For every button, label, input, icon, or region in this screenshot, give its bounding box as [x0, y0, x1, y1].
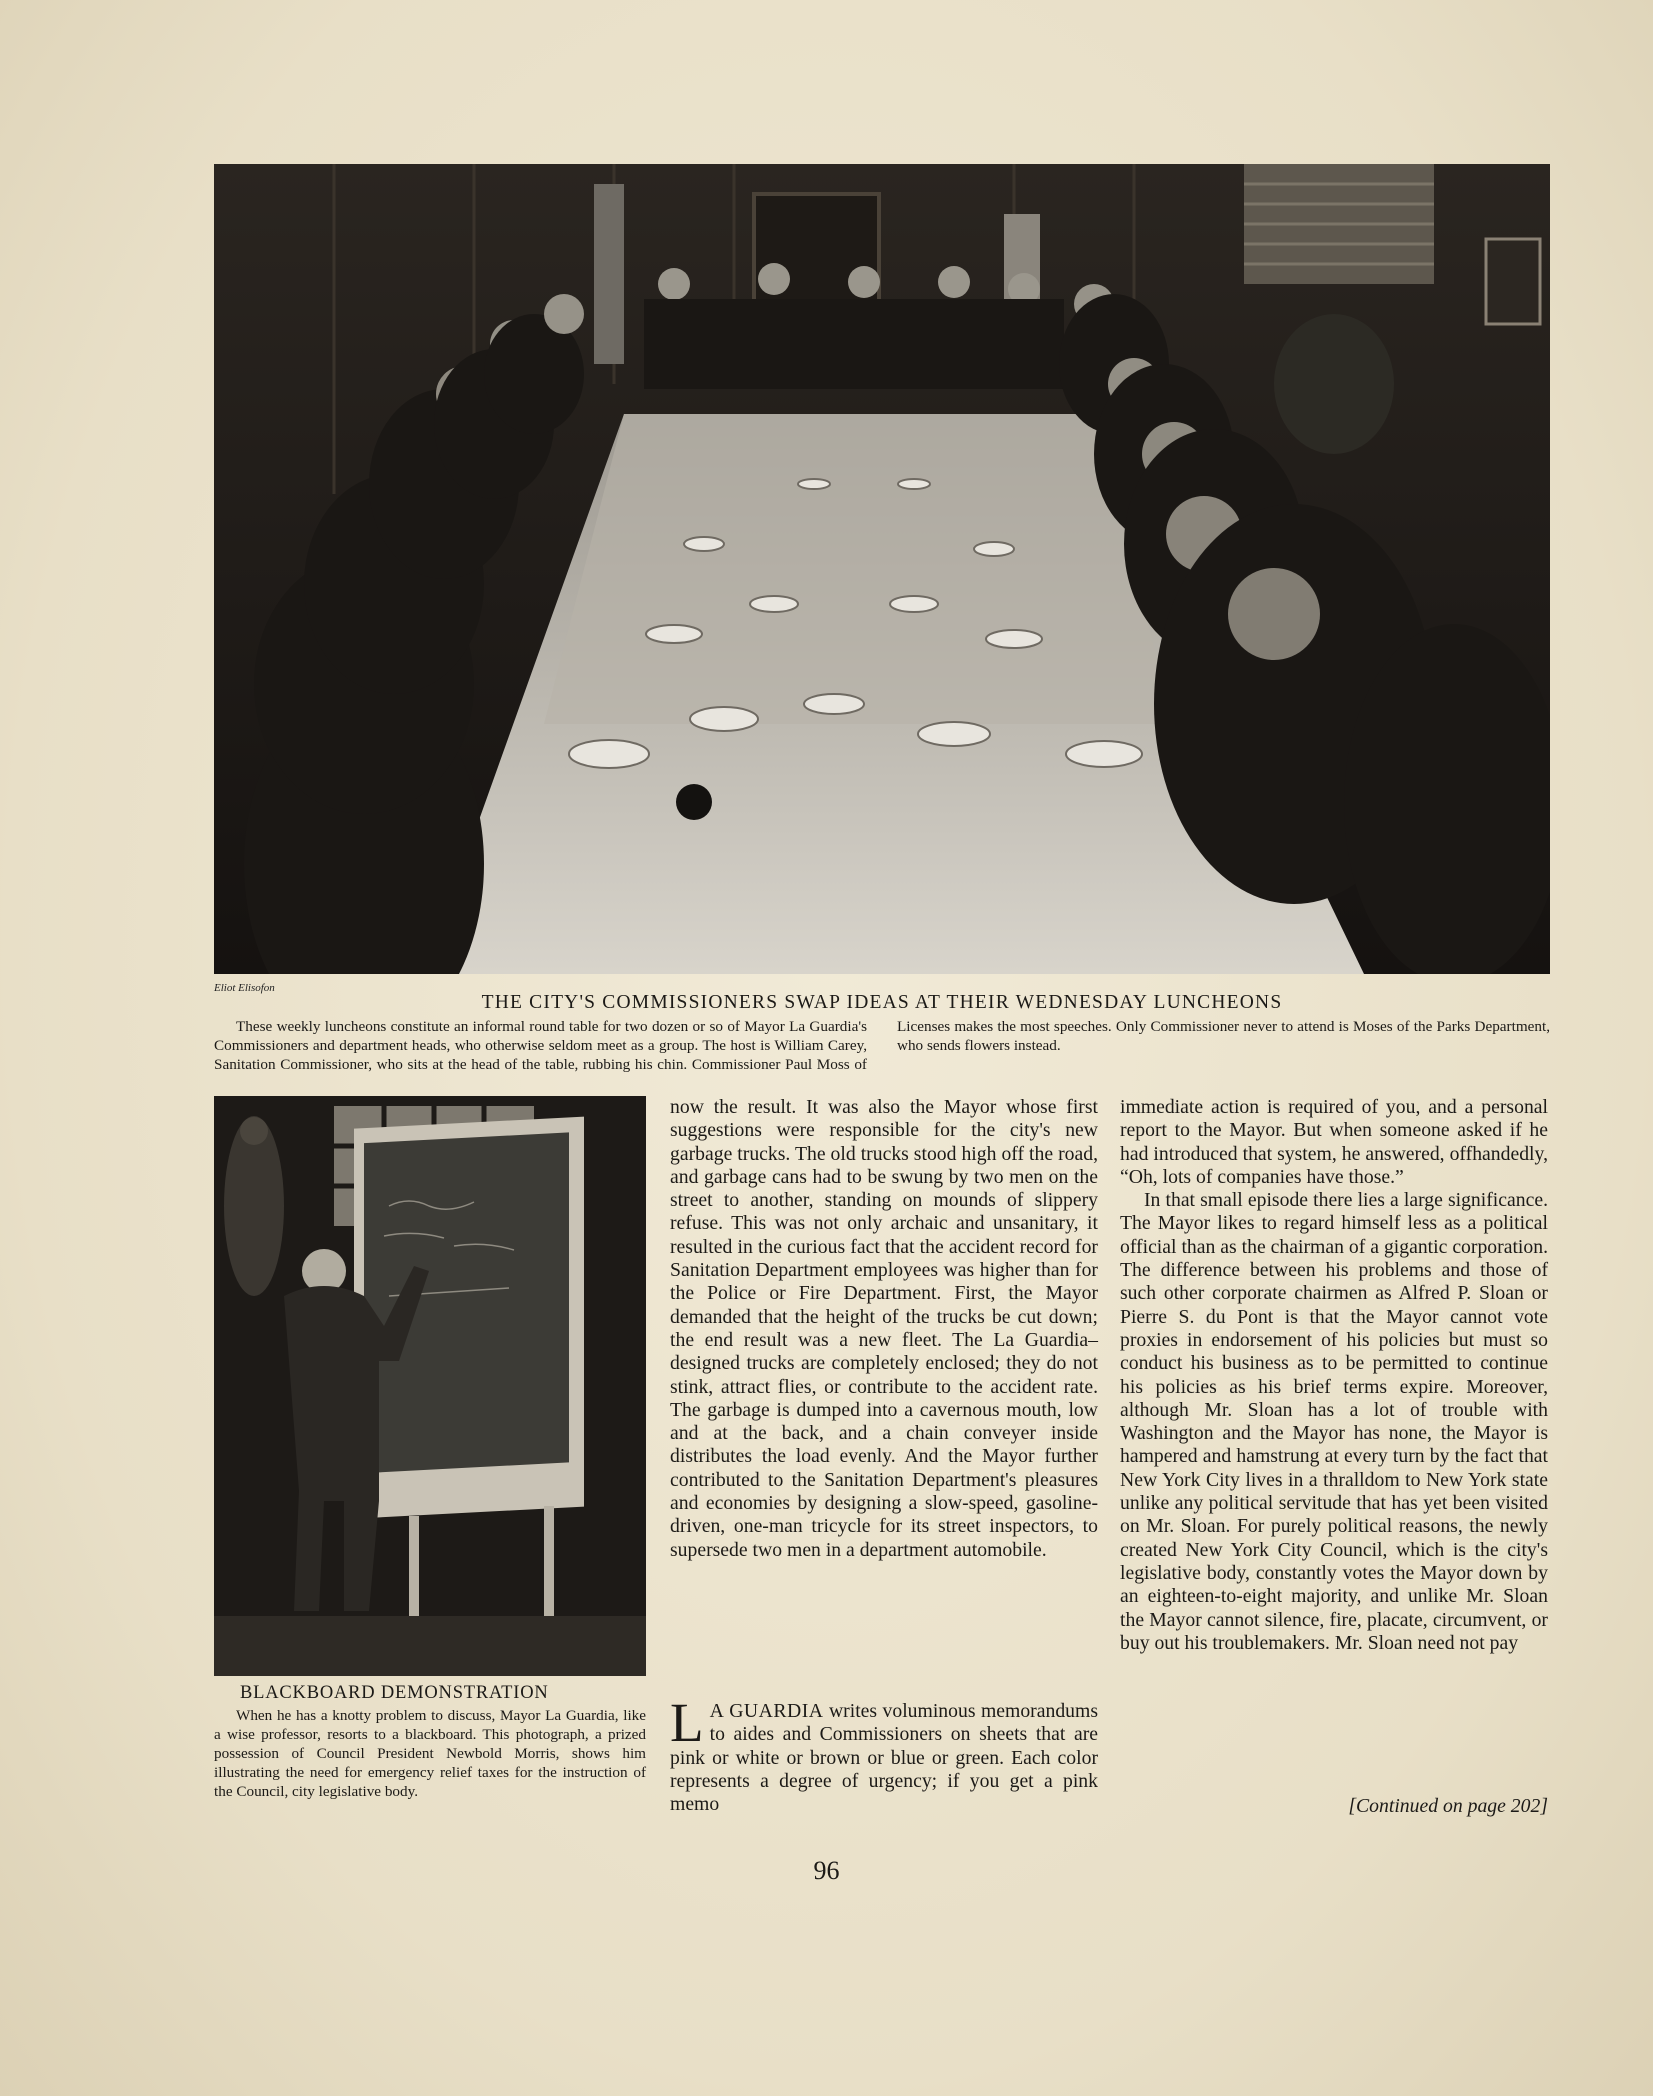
- blackboard-photo-title: BLACKBOARD DEMONSTRATION: [240, 1683, 549, 1703]
- article-column-3: [1120, 1096, 1548, 1655]
- luncheon-photo-caption: [214, 1017, 1550, 1074]
- drop-cap: L: [670, 1692, 704, 1753]
- luncheon-caption-text: These weekly luncheons constitute an informal round table for two dozen or so of Mayor La Guardia's Commissioners and department heads, who otherwise seldom meet as a group. The host is William Carey, Sanitation Commissioner, who sits at the head of the table, rubbing his chin. Commissioner Paul Moss of Licenses makes the most speeches. Only Commissioner never to attend is Moses of the Parks Department, who sends flowers instead.: [214, 1018, 1550, 1073]
- continued-notice: [Continued on page 202]: [1348, 1795, 1548, 1817]
- photo-credit: Eliot Elisofon: [214, 982, 275, 994]
- blackboard-photo: [214, 1096, 646, 1676]
- luncheon-photo: [214, 164, 1550, 974]
- article-paragraph: immediate action is required of you, and a personal report to the Mayor. But when someone asked if he had introduced that system, he answered, offhandedly, “Oh, lots of companies have those.”: [1120, 1096, 1548, 1188]
- article-paragraph-dropcap: [670, 1692, 1098, 1816]
- page-number: 96: [813, 1856, 840, 1885]
- paragraph-body: writes voluminous memorandums to aides and Commissioners on sheets that are pink or white or brown or blue or green. Each color represents a degree of urgency; if you get a pink memo: [670, 1700, 1098, 1816]
- article-column-2-section: [670, 1692, 1098, 1816]
- article-paragraph: In that small episode there lies a large significance. The Mayor likes to regard himself less as a political official than as the chairman of a gigantic corporation. The difference between his problems and those of such other corporate chairmen as Alfred P. Sloan or Pierre S. du Pont is that the Mayor cannot vote proxies in endorsement of his policies but must so conduct his business as to be permitted to continue his policies as his brief terms expire. Moreover, although Mr. Sloan has a lot of trouble with Washington and the Mayor has none, the Mayor is hampered and hamstrung at every turn by the fact that New York City lives in a thralldom to New York state unlike any political servitude that has yet been visited on Mr. Sloan. For purely political reasons, the newly created New York City Council, which is the city's legislative body, constantly votes the Mayor down by an eighteen-to-eight majority, and unlike Mr. Sloan the Mayor cannot silence, fire, placate, circumvent, or buy out his troublemakers. Mr. Sloan need not pay: [1120, 1189, 1548, 1654]
- luncheon-photo-title: THE CITY'S COMMISSIONERS SWAP IDEAS AT THEIR WEDNESDAY LUNCHEONS: [481, 992, 1283, 1013]
- paragraph-lead-in: A GUARDIA: [709, 1700, 824, 1722]
- blackboard-caption-text: When he has a knotty problem to discuss, Mayor La Guardia, like a wise professor, resorts to a blackboard. This photograph, a prized possession of Council President Newbold Morris, shows him illustrating the need for emergency relief taxes for the instruction of the Council, city legislative body.: [214, 1707, 646, 1800]
- blackboard-photo-caption: [214, 1706, 646, 1801]
- article-paragraph: now the result. It was also the Mayor whose first suggestions were responsible for the city's new garbage trucks. The old trucks stood high off the road, and garbage cans had to be swung by two men on the street to another, standing on mounds of slippery refuse. This was not only archaic and unsanitary, it resulted in the curious fact that the accident record for Sanitation Department employees was higher than for the Police or Fire Department. First, the Mayor demanded that the height of the trucks be cut down; the end result was a new fleet. The La Guardia–designed trucks are completely enclosed; they do not stink, attract flies, or contribute to the accident rate. The garbage is dumped into a cavernous mouth, low and at the back, and a chain conveyer inside distributes the load evenly. And the Mayor further contributed to the Sanitation Department's pleasures and economies by designing a slow-speed, gasoline-driven, one-man tricycle for its street inspectors, to supersede two men in a department automobile.: [670, 1096, 1098, 1561]
- article-column-2: [670, 1096, 1098, 1562]
